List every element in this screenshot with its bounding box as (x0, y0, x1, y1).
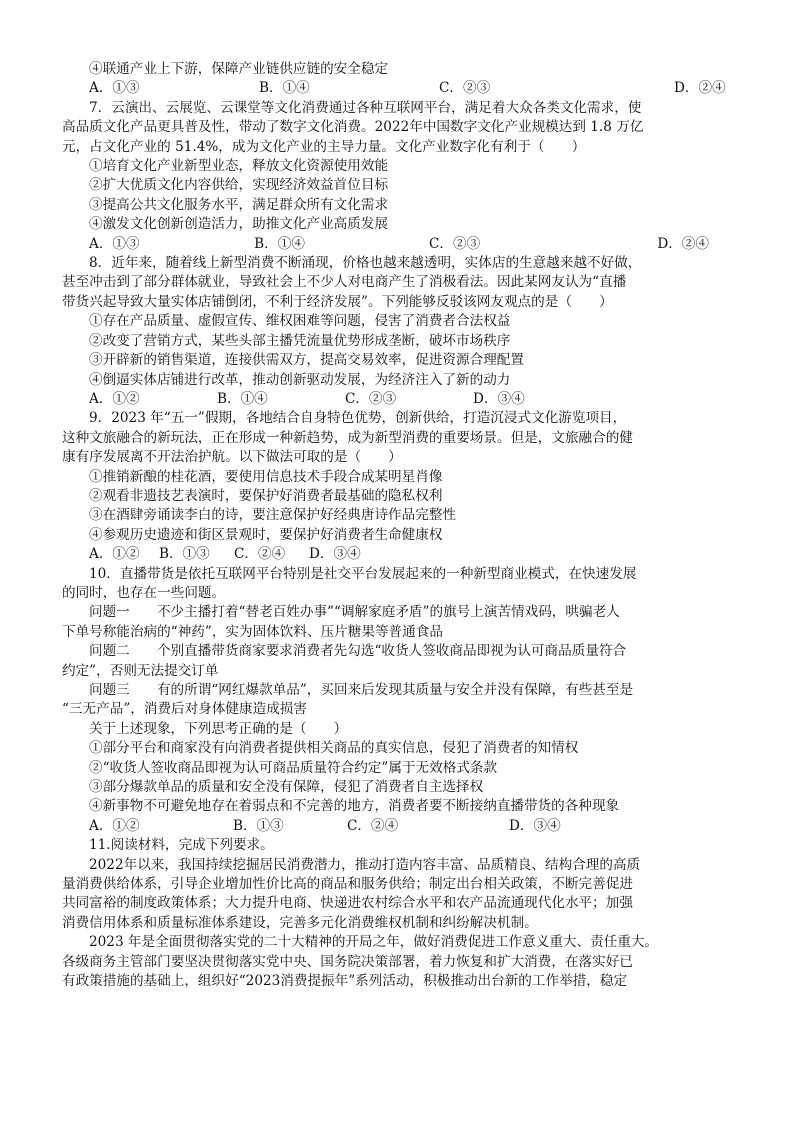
q10-choice-2: ②“收货人签收商品即视为认可商品质量符合约定”属于无效格式条款 (89, 759, 498, 776)
q11-material-2-line-3: 有政策措施的基础上，组织好“2023消费提振年”系列活动，积极推动出台新的工作举措，稳定 (62, 973, 628, 990)
q7-choice-4: ④激发文化创新创造活力，助推文化产业高质发展 (89, 216, 389, 233)
q7-options (89, 235, 709, 254)
q7-option-a: A．①③ (89, 235, 140, 252)
q9-options (89, 545, 740, 564)
q9-stem-line-2: 这种文旅融合的新玩法，正在形成一种新趋势，成为新型消费的重要场景。但是，文旅融合的健 (62, 429, 633, 446)
q9-option-a: A．①② (89, 546, 140, 563)
q10-options (89, 817, 740, 836)
q9-choice-1: ①推销新酿的桂花酒，要使用信息技术手段合成某明星肖像 (89, 468, 443, 485)
q10-stem-line-2: 的同时，也存在一些问题。 (62, 584, 226, 601)
q10-choice-1: ①部分平台和商家没有向消费者提供相关商品的真实信息，侵犯了消费者的知情权 (89, 740, 579, 757)
q11-material-1-line-4: 消费信用体系和质量标准体系建设，完善多元化消费维权机制和纠纷解决机制。 (62, 914, 538, 931)
q8-stem-line-3: 带货兴起导致大量实体店铺倒闭，不利于经济发展”。下列能够反驳该网友观点的是（ ） (62, 293, 613, 310)
q9-choice-2: ②观看非遗技艺表演时，要保护好消费者最基础的隐私权利 (89, 487, 443, 504)
q7-option-b: B．①④ (254, 235, 305, 252)
q9-stem-line-1: 9．2023 年“五一”假期，各地结合自身特色优势，创新供给，打造沉浸式文化游览项目， (89, 410, 627, 427)
q10-choice-3: ③部分爆款单品的质量和安全没有保障，侵犯了消费者自主选择权 (89, 779, 484, 796)
q8-option-d: D．③④ (473, 390, 525, 407)
q10-problem-2-line-2: 约定”，否则无法提交订单 (62, 662, 219, 679)
q6-option-c: C．②③ (439, 80, 491, 97)
q9-option-c: C．②④ (234, 546, 286, 563)
q10-problem-1-line-2: 下单号称能治病的“神药”，实为固体饮料、压片糖果等普通食品 (62, 623, 443, 640)
q11-material-1-line-1: 2022年以来，我国持续挖掘居民消费潜力，推动打造内容丰富、品质精良、结构合理的高质 (89, 856, 641, 873)
q10-question: 关于上述现象，下列思考正确的是（ ） (89, 720, 348, 737)
q10-option-b: B．①③ (233, 817, 284, 834)
q8-choice-2: ②改变了营销方式，某些头部主播凭流量优势形成垄断，破坏市场秩序 (89, 332, 511, 349)
q6-choice-4: ④联通产业上下游，保障产业链供应链的安全稳定 (89, 61, 389, 77)
q7-choice-3: ③提高公共文化服务水平，满足群众所有文化需求 (89, 196, 389, 213)
q6-option-a: A．①③ (89, 80, 140, 97)
q11-material-1-line-2: 量消费供给体系，引导企业增加性价比高的商品和服务供给；制定出台相关政策，不断完善促进 (62, 876, 633, 893)
q10-option-a: A．①② (89, 817, 140, 834)
q10-problem-3-line-2: “三无产品”，消费后对身体健康造成损害 (62, 701, 307, 718)
q10-stem-line-1: 10．直播带货是依托互联网平台特别是社交平台发展起来的一种新型商业模式，在快速发展 (89, 565, 637, 582)
q7-stem-line-2: 高品质文化产品更具普及性，带动了数字文化消费。2022年中国数字文化产业规模达到 1.8 万亿 (62, 119, 644, 136)
q8-choice-3: ③开辟新的销售渠道，连接供需双方，提高交易效率，促进资源合理配置 (89, 352, 524, 369)
q11-material-2-line-1: 2023 年是全面贯彻落实党的二十大精神的开局之年，做好消费促进工作意义重大、责任重大。 (89, 934, 659, 951)
q11-material-1-line-3: 共同富裕的制度政策体系；大力提升电商、快递进农村综合水平和农产品流通现代化水平；加强 (62, 895, 633, 912)
q8-option-c: C．②③ (345, 390, 397, 407)
q7-option-d: D．②④ (657, 235, 709, 252)
q8-choice-1: ①存在产品质量、虚假宣传、维权困难等问题，侵害了消费者合法权益 (89, 313, 511, 330)
q8-option-a: A．①② (89, 390, 140, 407)
q11-stem: 11.阅读材料，完成下列要求。 (89, 837, 274, 854)
q10-option-d: D．③④ (509, 817, 561, 834)
q6-option-d: D．②④ (674, 80, 726, 97)
q7-choice-2: ②扩大优质文化内容供给，实现经济效益首位目标 (89, 177, 389, 194)
q8-options (89, 390, 740, 409)
q9-option-b: B．①③ (159, 546, 210, 563)
q9-stem-line-3: 康有序发展离不开法治护航。以下做法可取的是（ ） (62, 449, 402, 466)
q8-option-b: B．①④ (217, 390, 268, 407)
q8-stem-line-1: 8．近年来，随着线上新型消费不断涌现，价格也越来越透明，实体店的生意越来越不好做， (89, 255, 642, 272)
q6-option-b: B．①④ (259, 80, 310, 97)
q10-problem-3-line-1: 问题三 有的所谓“网红爆款单品”，买回来后发现其质量与安全并没有保障，有些甚至是 (89, 682, 634, 698)
q10-problem-2-line-1: 问题二 个别直播带货商家要求消费者先勾选“收货人签收商品即视为认可商品质量符合 (89, 643, 627, 660)
q9-choice-3: ③在酒肆旁诵读李白的诗，要注意保护好经典唐诗作品完整性 (89, 507, 457, 524)
q7-stem-line-1: 7．云演出、云展览、云课堂等文化消费通过各种互联网平台，满足着大众各类文化需求，使 (89, 99, 642, 116)
q11-material-2-line-2: 各级商务主管部门要坚决贯彻落实党中央、国务院决策部署，着力恢复和扩大消费，在落实好已 (62, 953, 633, 970)
q9-choice-4: ④参观历史遗迹和街区景观时，要保护好消费者生命健康权 (89, 526, 443, 543)
q6-options (89, 79, 740, 98)
q10-option-c: C．②④ (347, 817, 399, 834)
q9-option-d: D．③④ (309, 546, 361, 563)
q7-stem-line-3: 元，占文化产业的 51.4%，成为文化产业的主导力量。文化产业数字化有利于（ ） (62, 138, 586, 155)
q10-choice-4: ④新事物不可避免地存在着弱点和不完善的地方，消费者要不断接纳直播带货的各种现象 (89, 798, 620, 815)
q7-option-c: C．②③ (429, 235, 481, 252)
q8-choice-4: ④倒逼实体店铺进行改革，推动创新驱动发展，为经济注入了新的动力 (89, 371, 511, 388)
q7-choice-1: ①培育文化产业新型业态，释放文化资源使用效能 (89, 158, 389, 175)
q10-problem-1-line-1: 问题一 不少主播打着“替老百姓办事”“调解家庭矛盾”的旗号上演苦情戏码，哄骗老人 (89, 604, 620, 621)
q8-stem-line-2: 甚至冲击到了部分群体就业，导致社会上不少人对电商产生了消极看法。因此某网友认为“直播 (62, 274, 627, 291)
